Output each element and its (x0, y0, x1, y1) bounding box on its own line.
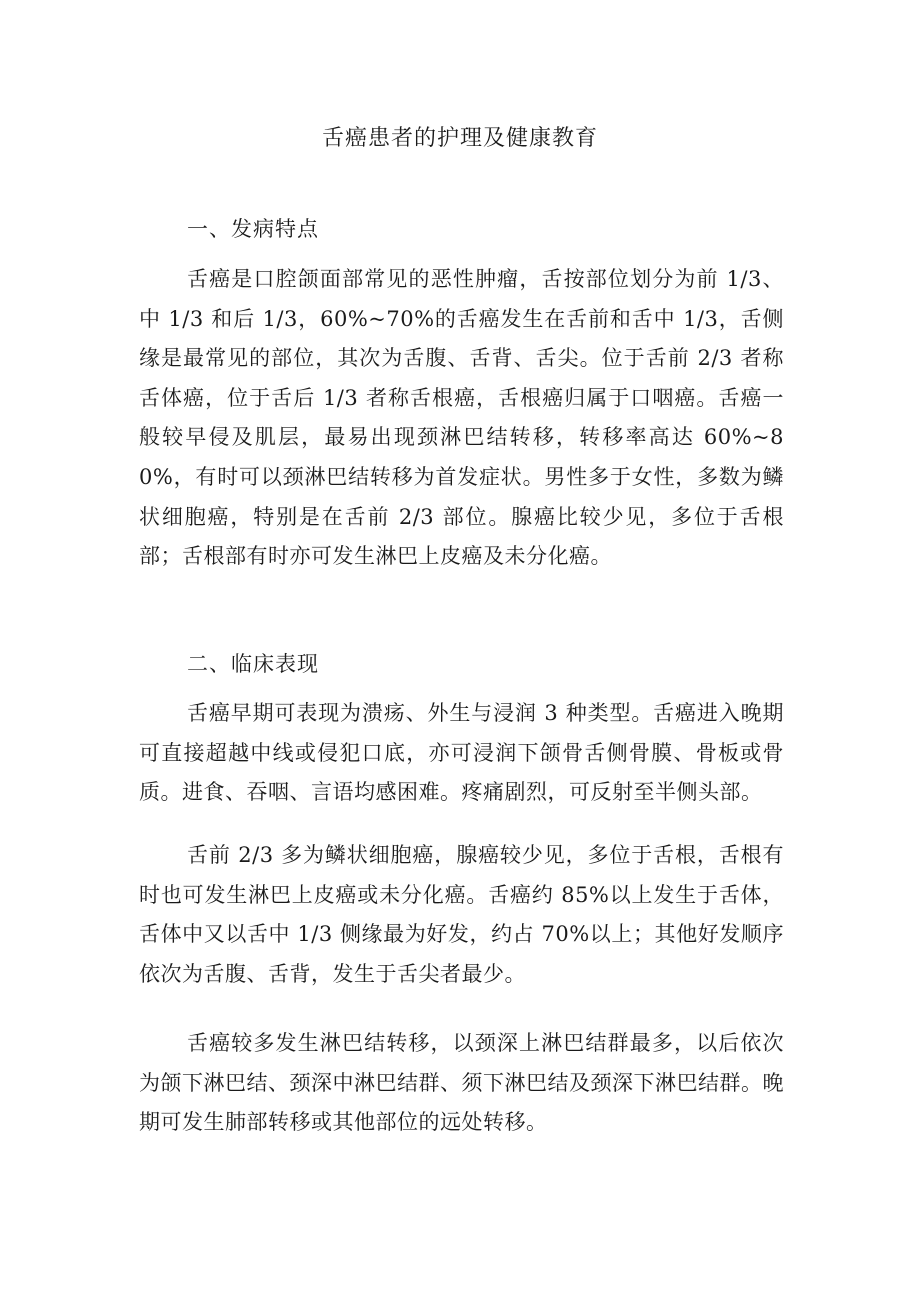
section-heading-clinical: 二、临床表现 (187, 652, 319, 676)
document-title: 舌癌患者的护理及健康教育 (321, 126, 598, 151)
paragraph-clinical-types: 舌癌早期可表现为溃疡、外生与浸润 3 种类型。舌癌进入晚期可直接超越中线或侵犯口底，亦可浸润下颌骨舌侧骨膜、骨板或骨质。进食、吞咽、言语均感困难。疼痛剧烈，可反射至半侧头部。 (139, 701, 784, 805)
paragraph-onset-characteristics: 舌癌是口腔颌面部常见的恶性肿瘤，舌按部位划分为前 1/3、中 1/3 和后 1/3，60%~70%的舌癌发生在舌前和舌中 1/3，舌侧缘是最常见的部位，其次为舌腹、舌背、舌尖。位于舌前 2/3 者称舌体癌，位于舌后 1/3 者称舌根癌，舌根癌归属于口咽癌。舌癌一般较早侵及肌层，最易出现颈淋巴结转移，转移率高达 60%~80%，有时可以颈淋巴结转移为首发症状。男性多于女性，多数为鳞状细胞癌，特别是在舌前 2/3 部位。腺癌比较少见，多位于舌根部；舌根部有时亦可发生淋巴上皮癌及未分化癌。 (139, 267, 784, 569)
paragraph-pathology-distribution: 舌前 2/3 多为鳞状细胞癌，腺癌较少见，多位于舌根，舌根有时也可发生淋巴上皮癌或未分化癌。舌癌约 85%以上发生于舌体，舌体中又以舌中 1/3 侧缘最为好发，约占 70%以上；其他好发顺序依次为舌腹、舌背，发生于舌尖者最少。 (139, 843, 784, 986)
paragraph-lymph-metastasis: 舌癌较多发生淋巴结转移，以颈深上淋巴结群最多，以后依次为颌下淋巴结、颈深中淋巴结群、须下淋巴结及颈深下淋巴结群。晚期可发生肺部转移或其他部位的远处转移。 (139, 1031, 784, 1135)
section-heading-onset: 一、发病特点 (187, 217, 319, 241)
